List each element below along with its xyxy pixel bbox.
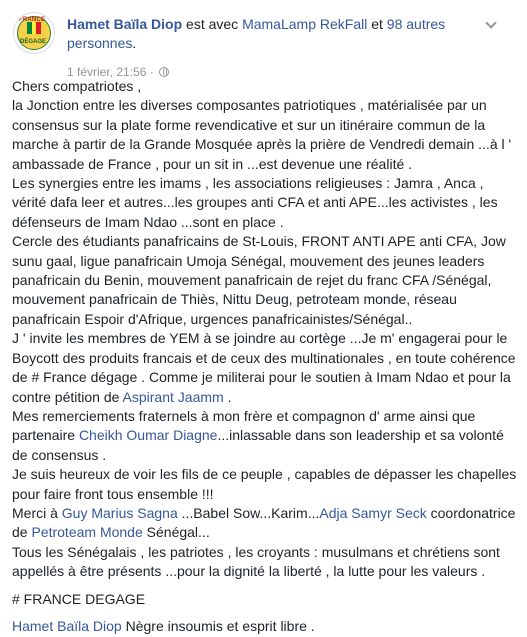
spacer <box>12 582 518 590</box>
paragraph-text: Cercle des étudiants panafricains de St-Louis, FRONT ANTI APE anti CFA, Jow sunu gaal, ligue panafricain Umoja Sénégal, mouvement des jeunes leaders panafricain du Benin, mouvement panafricain de rejet du franc CFA /Sénégal, mouvement panafricain de Thiès, Nittu Deug, petroteam monde, réseau panafricain Espoir d'Afrique, urgences panafricainistes/Sénégal.. <box>12 233 506 327</box>
post-paragraph <box>12 329 518 407</box>
paragraph-text: Tous les Sénégalais , les patriotes , les croyants : musulmans et chrétiens sont appellés à être présents ...pour la dignité la liberté , la lutte pour les valeurs . <box>12 543 500 580</box>
flag-stripe-red <box>36 22 41 34</box>
paragraph-text: . <box>223 388 232 405</box>
others-link[interactable]: 98 autres personnes <box>67 16 446 51</box>
mention-link[interactable]: Petroteam Monde <box>31 524 143 541</box>
paragraph-text: ...Babel Sow...Karim... <box>177 504 320 521</box>
paragraph-text: Je suis heureux de voir les fils de ce peuple , capables de dépasser les chapelles pour faire front tous ensemble !!! <box>12 466 517 502</box>
mention-link[interactable]: Guy Marius Sagna <box>61 504 178 521</box>
post-paragraph <box>12 77 518 96</box>
paragraph-text: Merci à <box>12 504 62 521</box>
paragraph-text: J ' invite les membres de YEM à se joindre au cortège ...Je m' engagerai pour le Boycott des produits francais et de ceux des multinationales , en toute cohérence de # France dégage . Comme je militerai pour le soutien à Imam Ndao et pour la contre pétition de <box>12 330 516 405</box>
post-paragraph <box>12 96 518 174</box>
post-paragraph <box>12 465 518 504</box>
timestamp-link[interactable]: 1 février, 21:56 <box>67 65 147 79</box>
title-period: . <box>132 35 137 51</box>
hashtag-line: # FRANCE DEGAGE <box>12 590 146 607</box>
paragraph-text: coordonatrice de <box>12 504 516 541</box>
author-name-link[interactable]: Hamet Baïla Diop <box>67 16 183 32</box>
post-paragraph <box>12 174 518 232</box>
post-header <box>13 12 513 79</box>
post-paragraph <box>12 407 518 465</box>
post-body <box>12 77 518 636</box>
avatar[interactable] <box>13 12 55 54</box>
post-paragraphs <box>12 77 518 582</box>
avatar-text-bottom: DÉGAGE <box>20 39 47 45</box>
post-title <box>67 15 487 53</box>
mention-link[interactable]: Cheikh Oumar Diagne <box>78 427 218 444</box>
post-paragraph <box>12 232 518 329</box>
post-options-chevron-down-icon[interactable] <box>485 18 499 32</box>
with-text: est avec <box>182 16 243 32</box>
paragraph-text: Les synergies entre les imams , les associations religieuses : Jamra , Anca , vérité dafa leer et autres...les groupes anti CFA et anti APE...les activistes , les défenseurs de Imam Ndao ...sont en place . <box>12 175 498 230</box>
and-text: et <box>367 16 387 32</box>
paragraph-text: la Jonction entre les diverses composantes patriotiques , matérialisée par un consensus sur la plate forme revendicative et sur un itinéraire commun de la marche à partir de la Grande Mosquée après la prière de Vendredi demain ...à l ' ambassade de France , pour un sit in ...est devenue une réalité . <box>12 97 512 172</box>
spacer <box>12 609 518 617</box>
signature-text: Nègre insoumis et esprit libre . <box>121 617 315 634</box>
paragraph-text: Mes remerciements fraternels à mon frère et compagnon d' arme ainsi que partenaire <box>12 407 476 444</box>
globe-icon[interactable] <box>159 67 169 77</box>
paragraph-text: Sénégal... <box>142 524 210 541</box>
meta-separator: · <box>146 65 158 79</box>
mention-link[interactable]: Aspirant Jaamm <box>122 388 224 405</box>
paragraph-text: Chers compatriotes , <box>12 78 142 94</box>
senegal-flag-icon <box>27 22 41 34</box>
tagged-person-link[interactable]: MamaLamp RekFall <box>242 16 368 32</box>
mention-link[interactable]: Adja Samyr Seck <box>319 504 427 521</box>
paragraph-text: ...inlassable dans son leadership et sa volonté de consensus . <box>12 427 504 463</box>
post-paragraph <box>12 504 518 543</box>
signature-line <box>12 617 518 636</box>
post-paragraph <box>12 543 518 582</box>
avatar-text-top: FRANCE <box>19 17 46 23</box>
signature-name-link[interactable]: Hamet Baïla Diop <box>12 617 122 634</box>
